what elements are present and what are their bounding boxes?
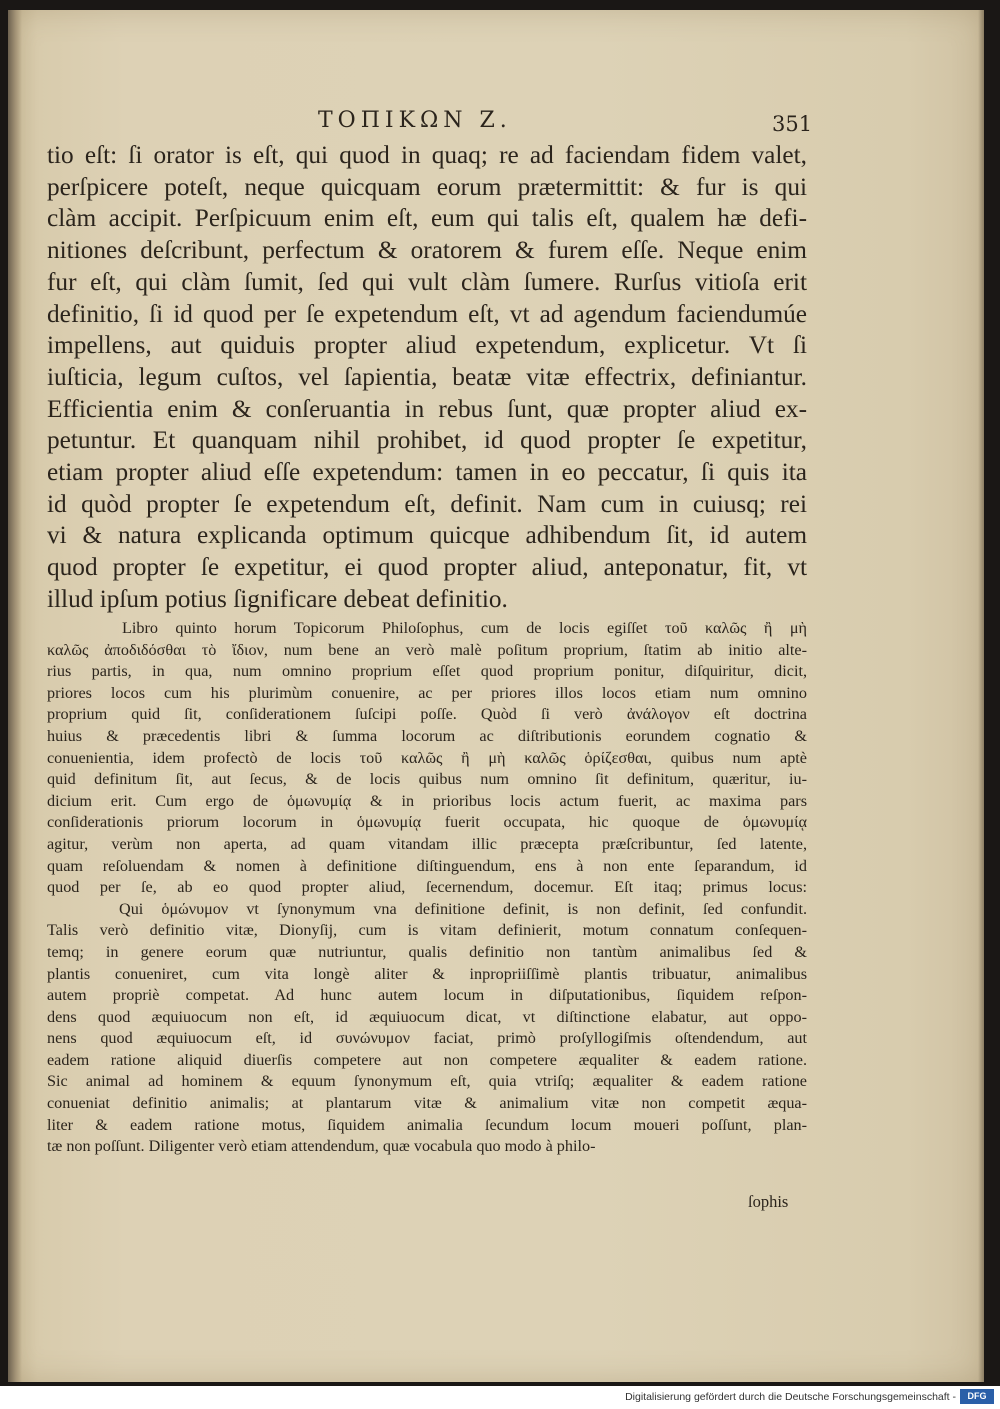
commentary-line: conueniat definitio animalis; at plantarum vitæ & animalium vitæ non competit æqua-: [47, 1094, 807, 1113]
commentary-line: καλῶς ἀποδιδόσθαι τὸ ἴδιον, num bene an verò malè poſitum proprium, ſtatim ab initio alte-: [47, 640, 807, 659]
commentary-line: tæ non poſſunt. Diligenter verò etiam attendendum, quæ vocabula quo modo à philo-: [47, 1137, 596, 1156]
main-text-line: petuntur. Et quanquam nihil prohibet, id quod propter ſe expetitur,: [47, 426, 807, 455]
main-text-line: impellens, aut quiduis propter aliud expetendum, explicetur. Vt ſi: [47, 331, 807, 360]
commentary-line: Libro quinto horum Topicorum Philoſophus, cum de locis egiſſet τοῦ καλῶς ἢ μὴ: [122, 619, 807, 637]
main-text-line: tio eſt: ſi orator is eſt, qui quod in quaq; re ad faciendam fidem valet,: [47, 141, 807, 169]
footer-bar: [0, 1386, 1000, 1409]
commentary-line: autem propriè competat. Ad hunc autem locum in diſputationibus, ſiquidem reſpon-: [47, 986, 807, 1005]
running-header-title: ΤΟΠΙΚΩΝ Ζ.: [318, 108, 512, 133]
commentary-line: eadem ratione aliquid diuerſis competere aut non competere æqualiter & eadem ratione.: [47, 1050, 807, 1069]
page-edge-shadow: [978, 10, 984, 1382]
main-text-line: id quòd propter ſe expetendum eſt, definit. Nam cum in cuiusq; rei: [47, 489, 807, 518]
commentary-line: nens quod æquiuocum eſt, id συνώνυμον faciat, primò proſyllogiſmis oſtendendum, aut: [47, 1029, 807, 1048]
main-text-block: [47, 140, 807, 616]
main-text-line: nitiones deſcribunt, perfectum & oratorem & furem eſſe. Neque enim: [47, 236, 807, 265]
commentary-line: liter & eadem ratione motus, ſiquidem animalia ſecundum locum moueri poſſunt, plan-: [47, 1115, 807, 1134]
dfg-logo: DFG: [960, 1389, 994, 1404]
main-text-line: illud ipſum potius ſignificare debeat definitio.: [47, 584, 508, 613]
commentary-line: agitur, verùm non aperta, ad quam vitandam illic præcepta præſcribuntur, ſed latente,: [47, 834, 807, 853]
catchword: ſophis: [748, 1192, 789, 1211]
main-text-line: Efficientia enim & conſeruantia in rebus ſunt, quæ propter aliud ex-: [47, 394, 807, 423]
main-text-line: clàm accipit. Perſpicuum enim eſt, eum qui talis eſt, qualem hæ defi-: [47, 204, 807, 233]
commentary-line: quam reſoluendam & nomen à definitione diſtinguendum, ens à non ente ſeparandum, id: [47, 856, 807, 875]
page-binding-shadow: [8, 10, 22, 1382]
main-text-line: quod propter ſe expetitur, ei quod propter aliud, anteponatur, fit, vt: [47, 553, 807, 582]
main-text-line: iuſticia, legum cuſtos, vel ſapientia, beatæ vitæ effectrix, definiantur.: [47, 362, 807, 391]
main-text-line: vi & natura explicanda optimum quicque adhibendum ſit, id autem: [47, 521, 807, 550]
commentary-line: proprium quid ſit, conſiderationem ſuſcipi poſſe. Quòd ſi verò ἀνάλογον eſt doctrina: [47, 705, 807, 724]
commentary-line: huius & præcedentis libri & ſumma locorum ac diſtributionis eorundem cognatio &: [47, 726, 807, 745]
main-text-line: etiam propter aliud eſſe expetendum: tamen in eo peccatur, ſi quis ita: [47, 458, 807, 487]
footer-credit-text: Digitalisierung gefördert durch die Deutsche Forschungsgemeinschaft -: [625, 1391, 956, 1403]
commentary-line: quid definitum ſit, aut ſecus, & de locis quibus num omnino ſit definitum, quæritur, iu-: [47, 770, 807, 789]
commentary-line: dicium erit. Cum ergo de ὁμωνυμίᾳ & in prioribus locis actum fuerit, ac maxima pars: [47, 791, 807, 810]
commentary-line: conſiderationis priorum locorum in ὁμωνυμίᾳ fuerit occupata, hic quoque de ὁμωνυμίᾳ: [47, 813, 807, 832]
commentary-line: plantis conueniret, cum vita longè aliter & inpropriiſſimè plantis tribuatur, animalibus: [47, 964, 807, 983]
commentary-line: dens quod æquiuocum non eſt, id æquiuocum dicat, vt diſtinctione elabatur, aut oppo-: [47, 1007, 807, 1026]
main-text-line: fur eſt, qui clàm ſumit, ſed qui vult clàm ſumere. Rurſus vitioſa erit: [47, 267, 807, 296]
commentary-line: priores locos cum his plurimùm conuenire, ac per priores illos locos etiam num omnino: [47, 683, 807, 702]
commentary-line: quod per ſe, ab eo quod propter aliud, ſecernendum, docemur. Eſt itaq; primus locus:: [47, 878, 807, 897]
commentary-line: conuenientia, idem profectò de locis τοῦ καλῶς ἢ μὴ καλῶς ὁρίζεσθαι, quibus num aptè: [47, 748, 807, 767]
main-text-line: perſpicere poteſt, neque quicquam eorum prætermittit: & fur is qui: [47, 172, 807, 201]
commentary-line: Qui ὁμώνυμον vt ſynonymum vna definitione definit, is non definit, ſed confundit.: [119, 899, 807, 918]
commentary-block: [47, 618, 807, 1158]
main-text-line: definitio, ſi id quod per ſe expetendum eſt, vt ad agendum faciendumúe: [47, 299, 807, 328]
commentary-line: temq; in genere eorum quæ nutriuntur, qualis definitio non tantùm animalibus ſed &: [47, 942, 807, 961]
commentary-line: Talis verò definitio vitæ, Dionyſij, cum is vitam definierit, motum connatum conſequen-: [47, 921, 807, 940]
commentary-line: Sic animal ad hominem & equum ſynonymum eſt, quia vtriſq; æqualiter & eadem ratione: [47, 1072, 807, 1091]
commentary-line: rius partis, in qua, num omnino proprium eſſet quod proprium ponitur, diſquiritur, dicit,: [47, 662, 807, 681]
page-number: 351: [772, 112, 813, 136]
